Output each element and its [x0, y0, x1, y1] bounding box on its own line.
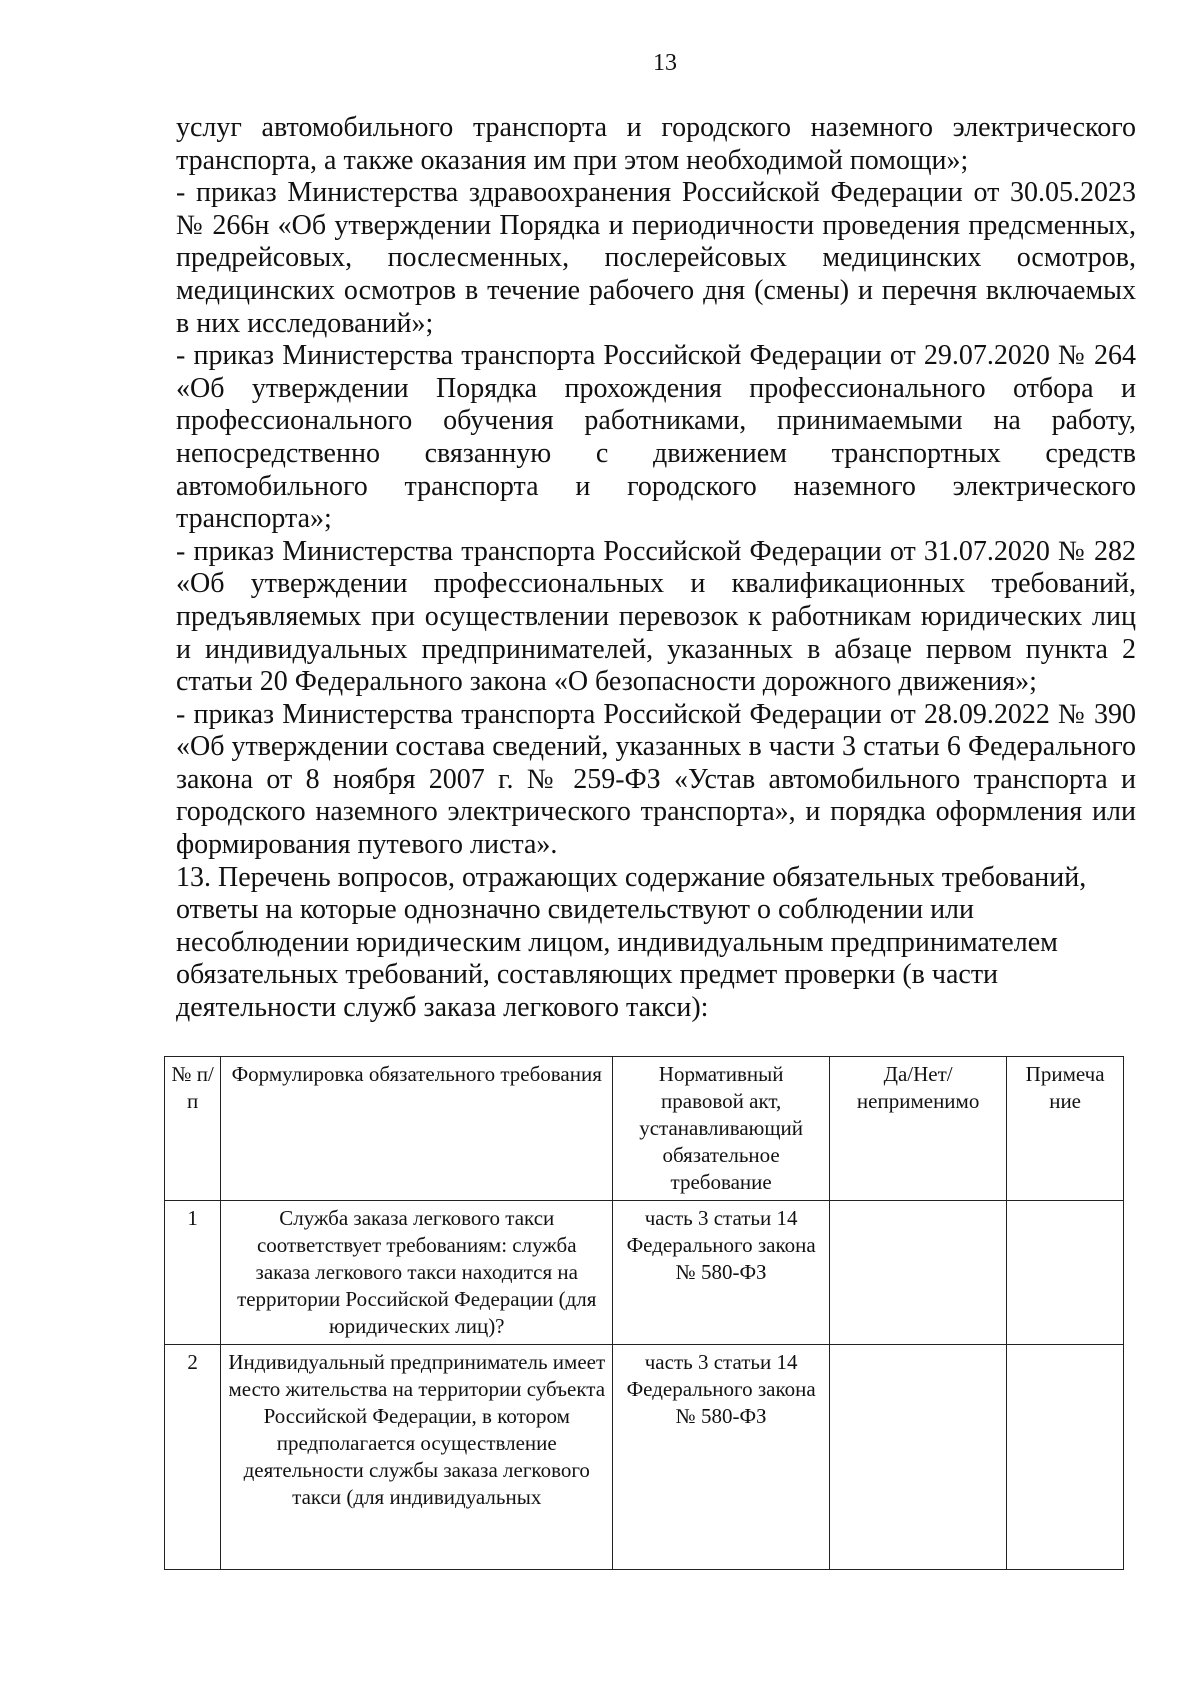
header-requirement: Формулировка обязательного требования — [221, 1057, 613, 1201]
table-row — [165, 1345, 1124, 1570]
cell-number: 1 — [165, 1201, 221, 1345]
header-legal-act: Нормативный правовой акт, устанавливающий обязательное требование — [613, 1057, 830, 1201]
header-note: Примеча ние — [1007, 1057, 1124, 1201]
cell-legal-act: часть 3 статьи 14 Федерального закона № 580-ФЗ — [613, 1345, 830, 1570]
table-header-row — [165, 1057, 1124, 1201]
paragraph: - приказ Министерства здравоохранения Российской Федерации от 30.05.2023 № 266н «Об утверждении Порядка и периодичности проведения предсменных, предрейсовых, послесменных, послерейсовых медицинских осмотров, медицинских осмотров в течение рабочего дня (смены) и перечня включаемых в них исследований»; — [176, 177, 1136, 339]
paragraph: услуг автомобильного транспорта и городского наземного электрического транспорта, а также оказания им при этом необходимой помощи»; — [176, 112, 1136, 176]
header-number: № п/п — [165, 1057, 221, 1201]
table-row — [165, 1201, 1124, 1345]
cell-note — [1007, 1201, 1124, 1345]
paragraph: - приказ Министерства транспорта Российской Федерации от 31.07.2020 № 282 «Об утверждении профессиональных и квалификационных требований, предъявляемых при осуществлении перевозок к работникам юридических лиц и индивидуальных предпринимателей, указанных в абзаце первом пункта 2 статьи 20 Федерального закона «О безопасности дорожного движения»; — [176, 535, 1136, 698]
requirements-table — [164, 1056, 1124, 1570]
cell-legal-act: часть 3 статьи 14 Федерального закона № 580-ФЗ — [613, 1201, 830, 1345]
paragraph: - приказ Министерства транспорта Российской Федерации от 29.07.2020 № 264 «Об утверждении Порядка прохождения профессионального отбора и профессионального обучения работниками, принимаемыми на работу, непосредственно связанную с движением транспортных средств автомобильного транспорта и городского наземного электрического транспорта»; — [176, 340, 1136, 535]
page-number: 13 — [653, 50, 677, 76]
cell-requirement: Служба заказа легкового такси соответствует требованиям: служба заказа легкового такси находится на территории Российской Федерации (для юридических лиц)? — [221, 1201, 613, 1345]
document-body — [176, 112, 1136, 1025]
cell-note — [1007, 1345, 1124, 1570]
cell-requirement: Индивидуальный предприниматель имеет место жительства на территории субъекта Российской Федерации, в котором предполагается осуществление деятельности службы заказа легкового такси (для индивидуальных — [221, 1345, 613, 1570]
header-answer: Да/Нет/ неприменимо — [830, 1057, 1007, 1201]
cell-answer — [830, 1345, 1007, 1570]
paragraph: - приказ Министерства транспорта Российской Федерации от 28.09.2022 № 390 «Об утверждении состава сведений, указанных в части 3 статьи 6 Федерального закона от 8 ноября 2007 г. № 259-ФЗ «Устав автомобильного транспорта и городского наземного электрического транспорта», и порядка оформления или формирования путевого листа». — [176, 698, 1136, 861]
cell-answer — [830, 1201, 1007, 1345]
cell-number: 2 — [165, 1345, 221, 1570]
paragraph: 13. Перечень вопросов, отражающих содержание обязательных требований, ответы на которые однозначно свидетельствуют о соблюдении или несоблюдении юридическим лицом, индивидуальным предпринимателем обязательных требований, составляющих предмет проверки (в части деятельности служб заказа легкового такси): — [176, 861, 1087, 1024]
